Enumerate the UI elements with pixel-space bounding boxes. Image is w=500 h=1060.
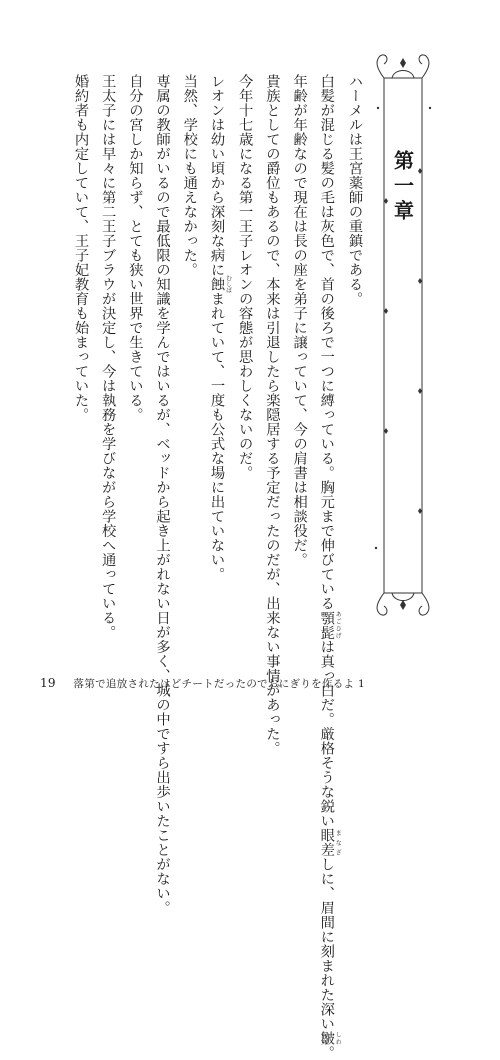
paragraph: 白髪が混じる髪の毛は灰色で、首の後ろで一つに縛っている。胸元まで伸びている顎髭 あごひげは真っ白だ。厳格そうな鋭い眼差 まなざしに、眉間に刻まれた深い皺 しわ。 bbox=[318, 74, 342, 1060]
ruby-annotation: 蝕 むしば bbox=[208, 275, 232, 294]
ruby-annotation: 皺 しわ bbox=[318, 1031, 342, 1046]
ornamental-border bbox=[372, 48, 434, 620]
paragraph: 当然、学校にも通えなかった。 bbox=[181, 74, 198, 278]
chapter-title-text: 第一章 bbox=[390, 150, 415, 225]
paragraph: 自分の宮しか知らず、とても狭い世界で生きている。 bbox=[127, 74, 144, 423]
chapter-title bbox=[372, 150, 434, 225]
chapter-frame bbox=[372, 48, 434, 620]
ruby-annotation: 顎髭 あごひげ bbox=[318, 610, 342, 640]
ruby-annotation: 眼差 まなざ bbox=[318, 828, 342, 858]
paragraph: 今年十七歳になる第一王子レオンの容態が思わしくないのだ。 bbox=[237, 74, 254, 481]
paragraph: 王太子には早々に第二王子ブラウが決定し、今は執務を学びながら学校へ通っている。 bbox=[100, 74, 117, 640]
paragraph: 婚約者も内定していて、王子妃教育も始まっていた。 bbox=[72, 74, 89, 423]
paragraph: ハーメルは王宮薬師の重鎮である。 bbox=[347, 74, 363, 307]
paragraph: 貴族としての爵位もあるので、本来は引退したら楽隠居する予定だったのだが、出来ない事情があった。 bbox=[264, 74, 281, 756]
running-title: 落第で追放されたけどチートだったのでおにぎりを作るよ 1 bbox=[73, 678, 365, 690]
page-footer bbox=[40, 676, 365, 691]
paragraph: 専属の教師がいるので最低限の知識を学んではいるが、ベッドから起き上がれない日が多く、城の中ですら出歩いたことがない。 bbox=[154, 74, 171, 916]
page-number: 19 bbox=[40, 676, 56, 690]
paragraph: 年齢が年齢なので現在は長の座を弟子に譲っていて、今の肩書は相談役だ。 bbox=[291, 74, 308, 568]
paragraph: レオンは幼い頃から深刻な病に蝕 むしばまれていて、一度も公式な場に出ていない。 bbox=[208, 74, 232, 582]
